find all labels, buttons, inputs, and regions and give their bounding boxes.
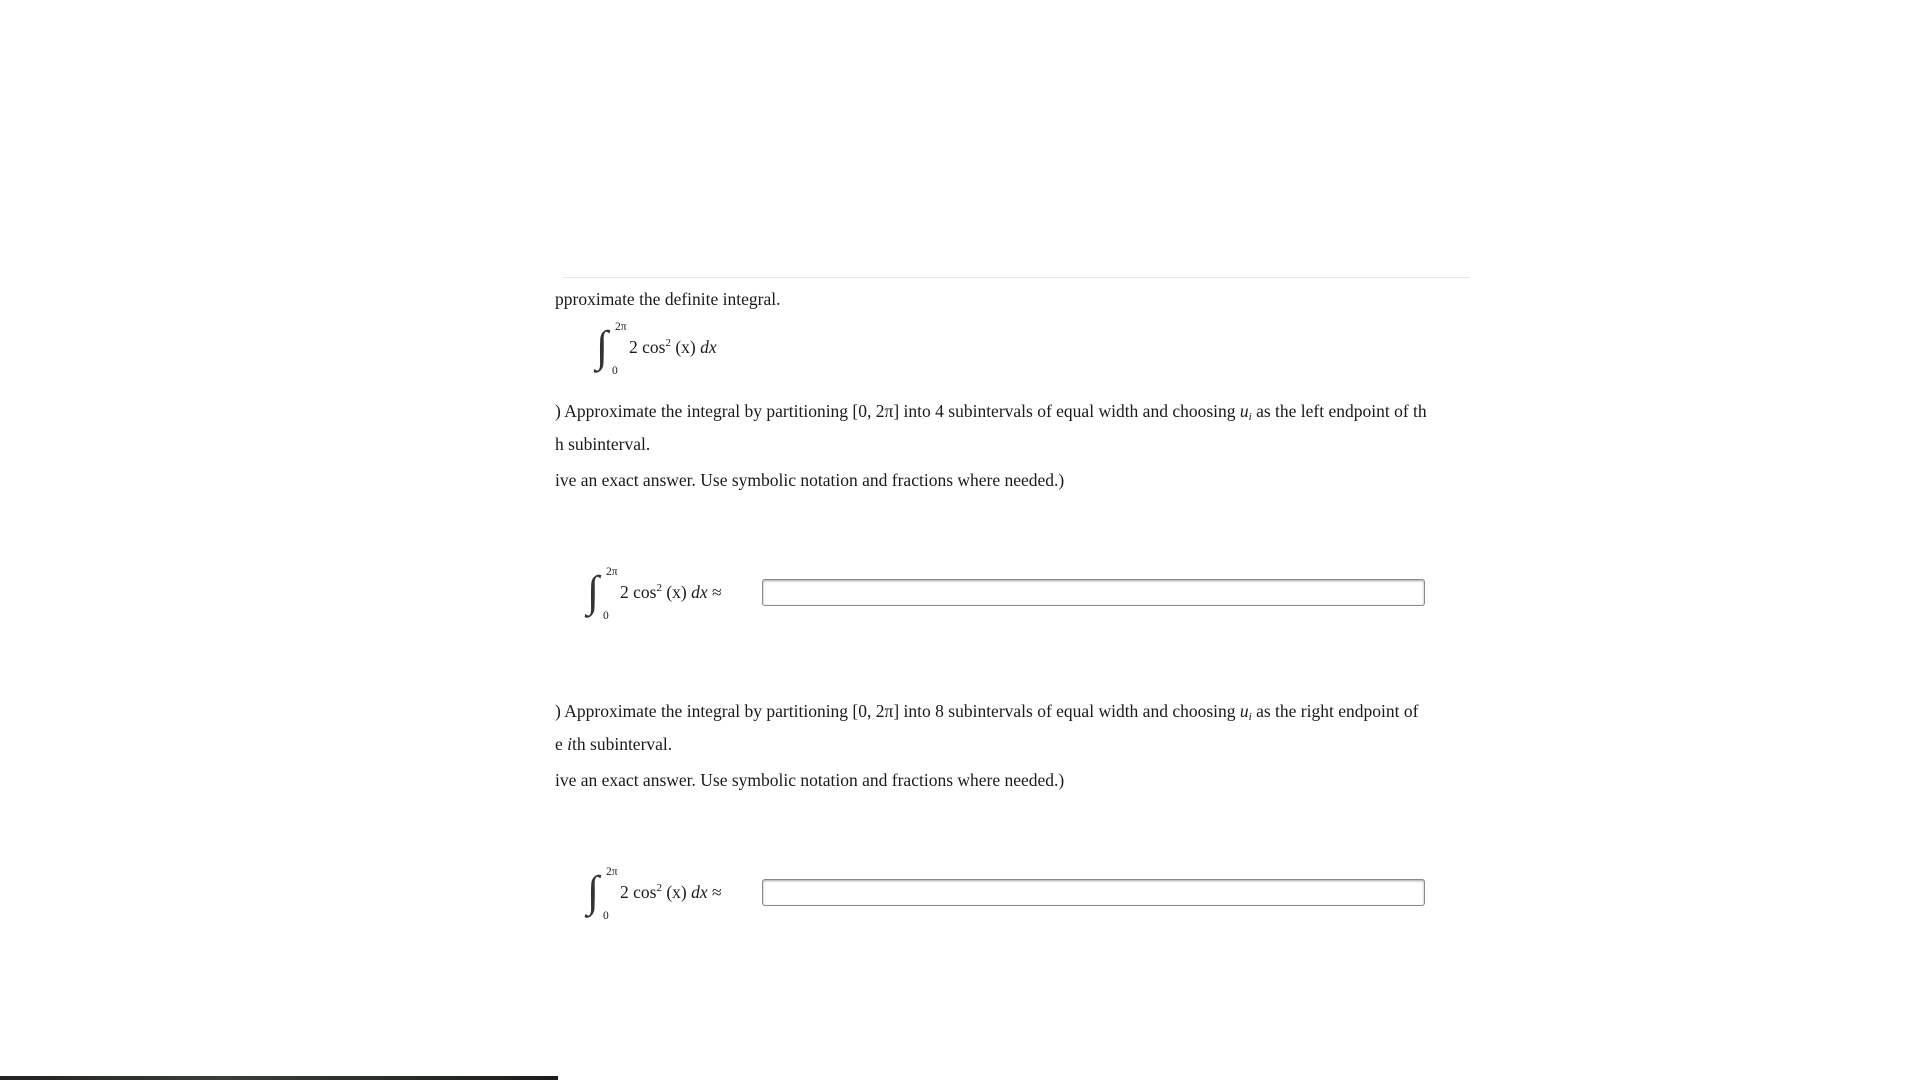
integrand-function: 2 cos [620, 582, 657, 602]
question-content [555, 277, 1470, 924]
approx-symbol: ≈ [712, 882, 722, 902]
part-a-text-2: as the left endpoint of th [1251, 401, 1427, 421]
u-subscript: i [1248, 711, 1252, 723]
approx-symbol: ≈ [712, 582, 722, 602]
integrand-function: 2 cos [629, 337, 666, 357]
integrand-expression [629, 337, 717, 357]
part-b-answer-row [563, 864, 1470, 924]
integral-upper-limit: 2π [615, 321, 627, 333]
part-b-prompt [555, 698, 1470, 731]
part-a-instruction: ive an exact answer. Use symbolic notation and fractions where needed.) [555, 470, 1065, 490]
u-variable: u [1239, 701, 1249, 721]
u-subscript: i [1248, 411, 1252, 423]
integral-sign-icon: ∫ [587, 567, 600, 616]
integral-sign-icon: ∫ [596, 322, 609, 371]
integrand-dx: dx [700, 337, 717, 357]
integrand-expression [620, 582, 722, 602]
integral-lower-limit: 0 [612, 365, 618, 377]
integrand-arg: (x) [666, 582, 687, 602]
part-a-answer-input[interactable] [762, 579, 1425, 606]
u-variable: u [1239, 401, 1249, 421]
part-a-prompt [555, 398, 1470, 431]
part-a-text-1: ) Approximate the integral by partitioning [0, 2π] into 4 subintervals of equal width and choosing [555, 401, 1240, 421]
part-b-text-2: as the right endpoint of [1251, 701, 1419, 721]
part-b-line2-a: e [555, 734, 568, 754]
part-b-instruction: ive an exact answer. Use symbolic notation and fractions where needed.) [555, 770, 1065, 790]
integral-lower-limit: 0 [603, 610, 609, 622]
integral-upper-limit: 2π [606, 866, 618, 878]
question-intro: pproximate the definite integral. [555, 289, 781, 309]
integrand-power: 2 [656, 582, 662, 594]
part-b-answer-input[interactable] [762, 879, 1425, 906]
part-a-answer-row [563, 564, 1470, 624]
part-b-prompt-line2 [555, 731, 1470, 758]
integrand-power: 2 [656, 882, 662, 894]
integrand-dx: dx [691, 582, 708, 602]
integral-upper-limit: 2π [606, 566, 618, 578]
part-b-line2-b: th subinterval. [572, 734, 673, 754]
integrand-power: 2 [665, 337, 671, 349]
integrand-dx: dx [691, 882, 708, 902]
part-b-text-1: ) Approximate the integral by partitioning [0, 2π] into 8 subintervals of equal width and choosing [555, 701, 1240, 721]
bottom-edge-strip [0, 1076, 558, 1080]
part-a-prompt-line2: h subinterval. [555, 434, 651, 454]
integrand-expression [620, 882, 722, 902]
integral-sign-icon: ∫ [587, 867, 600, 916]
part-b-line2-i: i [567, 734, 573, 754]
top-divider [563, 277, 1470, 278]
integrand-arg: (x) [666, 882, 687, 902]
definite-integral-display [563, 313, 1470, 383]
integrand-arg: (x) [675, 337, 696, 357]
integral-lower-limit: 0 [603, 910, 609, 922]
integrand-function: 2 cos [620, 882, 657, 902]
